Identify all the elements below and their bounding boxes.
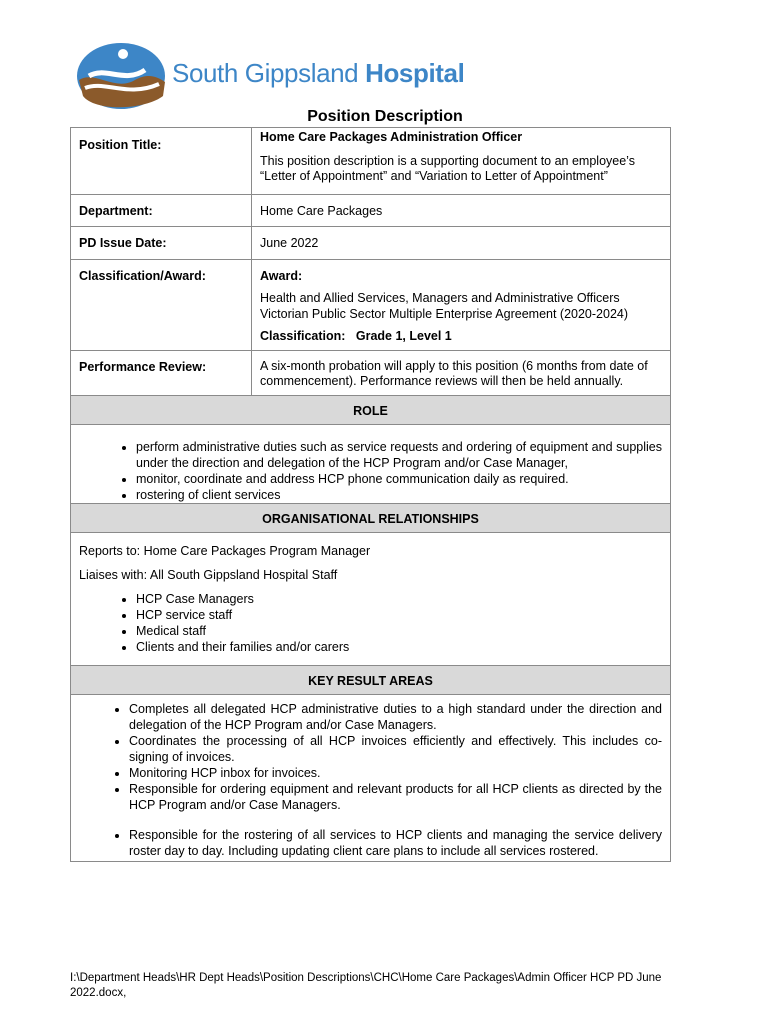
classification-label: Classification/Award:: [71, 260, 252, 350]
list-item: • Coordinates the processing of all HCP invoices efficiently and effectively. This includes co-signing of invoices.: [129, 733, 662, 765]
page-title: Position Description: [307, 108, 463, 125]
row-position-title: [71, 128, 670, 194]
award-label: Award:: [260, 268, 303, 283]
document-path-footer: I:\Department Heads\HR Dept Heads\Position Descriptions\CHC\Home Care Packages\Admin Officer HCP PD June 2022.docx,: [70, 972, 662, 999]
department-value: Home Care Packages: [260, 203, 383, 218]
relationships-list: [79, 591, 662, 655]
performance-label: Performance Review:: [71, 351, 252, 395]
list-item: • Clients and their families and/or carers: [136, 639, 662, 655]
list-item: • Monitoring HCP inbox for invoices.: [129, 765, 662, 781]
key-results-list: [79, 701, 662, 859]
issue-date-label: PD Issue Date:: [71, 227, 252, 259]
list-item: • Responsible for ordering equipment and relevant products for all HCP clients as directed by the HCP Program and/or Case Managers.: [129, 781, 662, 813]
list-item: • HCP Case Managers: [136, 591, 662, 607]
issue-date-value: June 2022: [260, 236, 319, 250]
row-performance-review: [71, 350, 670, 395]
list-item: • Medical staff: [136, 623, 662, 639]
position-title-label: Position Title:: [71, 128, 252, 194]
list-item: • HCP service staff: [136, 607, 662, 623]
list-item: • perform administrative duties such as service requests and ordering of equipment and supplies under the direction and delegation of the HCP Program and/or Case Manager,: [136, 439, 662, 471]
list-item: • Completes all delegated HCP administrative duties to a high standard under the direction and delegation of the HCP Program and/or Case Managers.: [129, 701, 662, 733]
position-description-table: [70, 127, 671, 862]
row-department: [71, 194, 670, 227]
classification-text: Classification: Grade 1, Level 1: [260, 329, 452, 343]
role-list: [79, 439, 662, 503]
list-item: • monitor, coordinate and address HCP phone communication daily as required.: [136, 471, 662, 487]
list-item: • Responsible for the rostering of all services to HCP clients and managing the service delivery roster day to day. Including updating client care plans to include all services rostered.: [129, 827, 662, 859]
key-results-section: [71, 695, 670, 861]
performance-text: A six-month probation will apply to this position (6 months from date of commencement). Performance reviews will then be held annually.: [260, 358, 648, 388]
row-issue-date: [71, 226, 670, 259]
hospital-name: South Gippsland Hospital: [172, 58, 465, 88]
position-title-value: Home Care Packages Administration Officer: [260, 130, 523, 144]
reports-to: Reports to: Home Care Packages Program Manager: [79, 543, 371, 558]
role-section: [71, 425, 670, 503]
list-item: • rostering of client services: [136, 487, 662, 503]
department-label: Department:: [71, 195, 252, 227]
relationships-section: [71, 533, 670, 665]
position-note: This position description is a supporting document to an employee’s “Letter of Appointment” and “Variation to Letter of Appointment”: [260, 153, 635, 183]
hospital-emblem-icon: [75, 40, 167, 112]
role-heading: ROLE: [71, 395, 670, 425]
key-results-heading: KEY RESULT AREAS: [71, 665, 670, 695]
hospital-logo: [75, 40, 495, 112]
relationships-heading: ORGANISATIONAL RELATIONSHIPS: [71, 503, 670, 533]
row-classification: [71, 259, 670, 350]
liaises-with: Liaises with: All South Gippsland Hospital Staff: [79, 567, 338, 582]
award-text: Health and Allied Services, Managers and Administrative Officers Victorian Public Sector Multiple Enterprise Agreement (2020-2024): [260, 291, 629, 321]
